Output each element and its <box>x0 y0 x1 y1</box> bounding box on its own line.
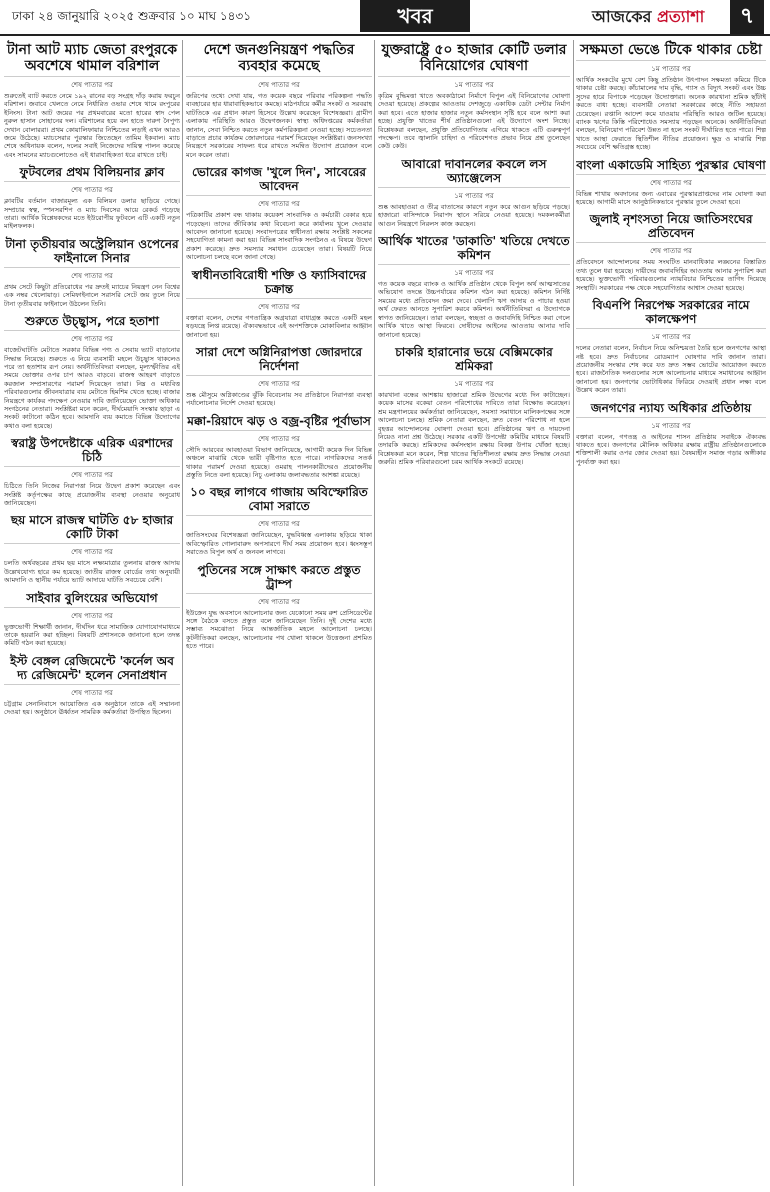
article <box>576 42 766 152</box>
article-headline[interactable]: আর্থিক খাতের 'ডাকাতি' খতিয়ে দেখতে কমিশন <box>378 234 570 265</box>
article <box>4 654 180 717</box>
column-2 <box>186 40 372 1186</box>
article-body: দলের নেতারা বলেন, নির্বাচন নিয়ে অনিশ্চয়তা তৈরি হলে জনগণের আস্থা নষ্ট হবে। দ্রুত নির্বাচনের রোডম্যাপ ঘোষণার দাবি জানান তারা। প্রয়োজনীয় সংস্কার শেষ করে যত দ্রুত সম্ভব ভোটের আয়োজন করতে হবে। রাজনৈতিক দলগুলোর সঙ্গে আলোচনার মাধ্যমে সমাধানের আহ্বান জানানো হয়। জনগণের ভোটাধিকার ফিরিয়ে দেওয়াই প্রধান লক্ষ্য বলে উল্লেখ করেন তারা। <box>576 344 766 395</box>
article-body: জাতিসংঘের বিশেষজ্ঞরা জানিয়েছেন, যুদ্ধবিধ্বস্ত এলাকায় ছড়িয়ে থাকা অবিস্ফোরিত গোলাবারুদ অপসারণে দীর্ঘ সময় প্রয়োজন হবে। ধ্বংসস্তূপ সরাতেও বিপুল অর্থ ও জনবল লাগবে। <box>186 531 372 557</box>
article-body: পত্রিকাটির প্রকাশ বন্ধ থাকায় কয়েকশ সাংবাদিক ও কর্মচারী বেকার হয়ে পড়েছেন। তাদের জীবিকার কথা বিবেচনা করে কার্যালয় খুলে দেওয়ার আবেদন জানানো হয়েছে। সংবাদপত্রের স্বাধীনতা রক্ষায় সংশ্লিষ্ট সকলের সহযোগিতা কামনা করা হয়। বিভিন্ন সাংবাদিক সংগঠনও এ বিষয়ে উদ্বেগ প্রকাশ করেছে। দ্রুত সমস্যার সমাধান চেয়েছেন তারা। বিষয়টি নিয়ে আলোচনা চলছে বলে জানা গেছে। <box>186 211 372 262</box>
article-body: আর্থিক সংকটের মুখে বেশ কিছু প্রতিষ্ঠান উৎপাদন সক্ষমতা কমিয়ে টিকে থাকার চেষ্টা করছে। কাঁচামালের দাম বৃদ্ধি, গ্যাস ও বিদ্যুৎ সংকট এবং উচ্চ সুদের হারে বিপাকে পড়েছেন উদ্যোক্তারা। অনেক কারখানা শ্রমিক ছাঁটাই করতে বাধ্য হচ্ছে। ব্যবসায়ী নেতারা সরকারের কাছে নীতি সহায়তা চেয়েছেন। রপ্তানি আদেশ কমে যাওয়ায় পরিস্থিতি আরও জটিল হয়েছে। ব্যাংক ঋণের কিস্তি পরিশোধেও সমস্যায় পড়ছেন অনেকে। অর্থনীতিবিদরা বলছেন, বিনিয়োগ পরিবেশ উন্নত না হলে সংকট দীর্ঘায়িত হতে পারে। শিল্প খাতে আস্থা ফেরাতে স্থিতিশীল নীতির প্রয়োজন। ক্ষুদ্র ও মাঝারি শিল্প সবচেয়ে বেশি ক্ষতিগ্রস্ত হচ্ছে। <box>576 76 766 152</box>
article <box>4 314 180 430</box>
section-title: খবর <box>360 0 470 32</box>
article <box>4 436 180 507</box>
column-divider <box>573 40 574 1186</box>
continuation-note: শেষ পাতার পর <box>650 247 692 256</box>
article <box>576 212 766 292</box>
article-body: বিভিন্ন শাখায় অবদানের জন্য এবারের পুরস্কারপ্রাপ্তদের নাম ঘোষণা করা হয়েছে। আগামী মাসে আনুষ্ঠানিকভাবে পুরস্কার তুলে দেওয়া হবে। <box>576 189 766 207</box>
article <box>378 157 570 228</box>
article-headline[interactable]: ছয় মাসে রাজস্ব ঘাটতি ৫৮ হাজার কোটি টাকা <box>4 513 180 544</box>
article-body: গত কয়েক বছরে ব্যাংক ও আর্থিক প্রতিষ্ঠান থেকে বিপুল অর্থ আত্মসাতের অভিযোগ তদন্তে উচ্চপর্যায়ের কমিশন গঠন করা হয়েছে। কমিশন নির্দিষ্ট সময়ের মধ্যে প্রতিবেদন জমা দেবে। খেলাপি ঋণ আদায় ও পাচার হওয়া অর্থ ফেরত আনতে সুপারিশ করবে কমিশন। অর্থনীতিবিদরা এ উদ্যোগকে স্বাগত জানিয়েছেন। তারা বলছেন, স্বচ্ছতা ও জবাবদিহি নিশ্চিত করা গেলে আর্থিক খাতে আস্থা ফিরবে। দোষীদের আইনের আওতায় আনার দাবি জানানো হয়েছে। <box>378 280 570 339</box>
article-body: বাজেটঘাটতি মেটাতে সরকার বিভিন্ন পণ্য ও সেবায় ভ্যাট বাড়ানোর সিদ্ধান্ত নিয়েছে। শুরুতে এ নিয়ে ব্যবসায়ী মহলে উচ্ছ্বাস থাকলেও পরে তা হতাশায় রূপ নেয়। অর্থনীতিবিদরা বলছেন, মূল্যস্ফীতির এই সময়ে ভোক্তার ওপর চাপ আরও বাড়বে। রাজস্ব আহরণ বাড়াতে করজাল সম্প্রসারণের পরামর্শ দিয়েছেন তারা। নিম্ন ও মধ্যবিত্ত পরিবারগুলোর জীবনযাত্রার ব্যয় মেটাতে হিমশিম খেতে হচ্ছে। বাজার নিয়ন্ত্রণে কার্যকর পদক্ষেপ নেওয়ার দাবি জানিয়েছেন ভোক্তা অধিকার সংগঠনের নেতারা। সংশ্লিষ্টরা মনে করেন, দীর্ঘমেয়াদি সংস্কার ছাড়া এ সংকট কাটানো কঠিন হবে। আমদানি ব্যয় কমাতে বিভিন্ন উদ্যোগের কথাও বলা হয়েছে। <box>4 346 180 430</box>
article-body: চিঠিতে তিনি নিজের নিরাপত্তা নিয়ে উদ্বেগ প্রকাশ করেছেন এবং সংশ্লিষ্ট কর্তৃপক্ষের কাছে প্রয়োজনীয় ব্যবস্থা নেওয়ার অনুরোধ জানিয়েছেন। <box>4 482 180 507</box>
article <box>576 158 766 207</box>
continuation-note: ১ম পাতার পর <box>651 65 691 73</box>
article-headline[interactable]: জুলাই নৃশংসতা নিয়ে জাতিসংঘের প্রতিবেদন <box>576 212 766 243</box>
article <box>576 401 766 467</box>
column-4 <box>576 40 766 1186</box>
article <box>576 298 766 394</box>
continuation-note: ১ম পাতার পর <box>651 421 691 430</box>
article-headline[interactable]: ১০ বছর লাগবে গাজায় অবিস্ফোরিত বোমা সরাতে <box>186 485 372 516</box>
article-body: ক্লাবটির বর্তমান বাজারমূল্য এক বিলিয়ন ডলার ছাড়িয়ে গেছে। সম্প্রচার স্বত্ব, স্পনসরশিপ ও ম্যাচ দিবসের আয়ে রেকর্ড গড়েছে তারা। আর্থিক বিশ্লেষকদের মতে ইউরোপীয় ফুটবলে এটি একটি নতুন মাইলফলক। <box>4 197 180 231</box>
article-headline[interactable]: যুক্তরাষ্ট্রে ৫০ হাজার কোটি ডলার বিনিয়োগের ঘোষণা <box>378 42 570 77</box>
continuation-note: ১ম পাতার পর <box>454 191 494 200</box>
article <box>186 563 372 651</box>
newspaper-logo <box>592 4 704 31</box>
article-body: কারখানা বন্ধের আশঙ্কায় হাজারো শ্রমিক উদ্বেগের মধ্যে দিন কাটাচ্ছেন। কয়েক মাসের বকেয়া বেতন পরিশোধের দাবিতে তারা বিক্ষোভ করেছেন। শ্রম মন্ত্রণালয়ের কর্মকর্তারা জানিয়েছেন, সমস্যা সমাধানে মালিকপক্ষের সঙ্গে আলোচনা চলছে। শ্রমিক নেতারা বলছেন, দ্রুত বেতন পরিশোধ না হলে বৃহত্তর আন্দোলনের ঘোষণা দেওয়া হবে। প্রতিষ্ঠানের ঋণ ও দায়দেনা নিয়েও নানা প্রশ্ন উঠেছে। সরকার একটি উপদেষ্টা কমিটির মাধ্যমে বিষয়টি তদারকি করছে। শ্রমিকদের কর্মসংস্থান রক্ষায় বিকল্প উপায় খোঁজা হচ্ছে। বিশ্লেষকরা মনে করেন, শিল্প খাতের স্থিতিশীলতা রক্ষায় দ্রুত সিদ্ধান্ত নেওয়া জরুরি। শ্রমিক পরিবারগুলো চরম আর্থিক সংকটে রয়েছে। <box>378 390 570 467</box>
continuation-note: শেষ পাতার পর <box>258 379 300 388</box>
continuation-note: শেষ পাতার পর <box>258 200 300 209</box>
column-divider <box>182 40 183 1186</box>
article <box>378 234 570 339</box>
continuation-note: শেষ পাতার পর <box>71 271 113 280</box>
article-headline[interactable]: আবারো দাবানলের কবলে লস অ্যাঞ্জেলেস <box>378 157 570 188</box>
article <box>186 42 372 159</box>
article <box>186 485 372 556</box>
article-headline[interactable]: ফুটবলের প্রথম বিলিয়নার ক্লাব <box>4 165 180 182</box>
brand-prefix: আজকের <box>592 7 657 26</box>
article-headline[interactable]: জনগণের ন্যায্য অধিকার প্রতিষ্ঠায় <box>576 401 766 418</box>
column-1 <box>4 40 180 1186</box>
continuation-note: ১ম পাতার পর <box>454 81 494 89</box>
continuation-note: শেষ পাতার পর <box>258 81 300 89</box>
article <box>4 42 180 159</box>
article <box>186 268 372 339</box>
article-headline[interactable]: বাংলা একাডেমি সাহিত্য পুরস্কার ঘোষণা <box>576 158 766 175</box>
article-headline[interactable]: ভোরের কাগজ 'খুলে দিন', সাবেরের আবেদন <box>186 165 372 196</box>
article-headline[interactable]: টানা তৃতীয়বার অস্ট্রেলিয়ান ওপেনের ফাইনালে সিনার <box>4 237 180 268</box>
article <box>186 165 372 261</box>
article-body: কৃত্রিম বুদ্ধিমত্তা খাতে অবকাঠামো নির্মাণে বিপুল এই বিনিয়োগের ঘোষণা দেওয়া হয়েছে। প্রকল্পের আওতায় দেশজুড়ে একাধিক ডেটা সেন্টার নির্মাণ করা হবে। এতে হাজার হাজার নতুন কর্মসংস্থান সৃষ্টি হবে বলে আশা করা হচ্ছে। প্রযুক্তি খাতের শীর্ষ প্রতিষ্ঠানগুলো এই উদ্যোগে অংশ নিচ্ছে। বিশ্লেষকরা বলছেন, প্রযুক্তি প্রতিযোগিতায় এগিয়ে থাকতে এটি গুরুত্বপূর্ণ পদক্ষেপ। তবে জ্বালানি চাহিদা ও পরিবেশগত প্রভাব নিয়ে প্রশ্ন তুলেছেন কেউ কেউ। <box>378 92 570 151</box>
brand-accent: প্রত্যাশা <box>656 7 705 26</box>
continuation-note: শেষ পাতার পর <box>650 178 692 187</box>
article <box>186 345 372 408</box>
article <box>378 42 570 151</box>
continuation-note: ১ম পাতার পর <box>454 269 494 278</box>
article-body: ভুক্তভোগী শিক্ষার্থী জানান, দীর্ঘদিন ধরে সামাজিক যোগাযোগমাধ্যমে তাকে হয়রানি করা হচ্ছিল। বিষয়টি প্রশাসনকে জানানো হলে তদন্ত কমিটি গঠন করা হয়েছে। <box>4 622 180 648</box>
article-body: শুষ্ক আবহাওয়া ও তীব্র বাতাসের কারণে নতুন করে আগুন ছড়িয়ে পড়ছে। হাজারো বাসিন্দাকে নিরাপদ স্থানে সরিয়ে নেওয়া হয়েছে। দমকলকর্মীরা আগুন নিয়ন্ত্রণে নিরলস কাজ করছেন। <box>378 202 570 228</box>
article-body: প্রতিবেদনে আন্দোলনের সময় সংঘটিত মানবাধিকার লঙ্ঘনের বিস্তারিত তথ্য তুলে ধরা হয়েছে। দায়ীদের জবাবদিহির আওতায় আনার সুপারিশ করা হয়েছে। ভুক্তভোগী পরিবারগুলোর ন্যায়বিচার নিশ্চিতের তাগিদ দিয়েছে সংস্থাটি। সরকারের পক্ষ থেকে সহযোগিতার আশ্বাস দেওয়া হয়েছে। <box>576 258 766 292</box>
article-headline[interactable]: ইস্ট বেঙ্গল রেজিমেন্টে 'কর্নেল অব দ্য রেজিমেন্ট' হলেন সেনাপ্রধান <box>4 654 180 685</box>
continuation-note: শেষ পাতার পর <box>71 548 113 557</box>
article-body: শুষ্ক মৌসুমে অগ্নিকাণ্ডের ঝুঁকি বিবেচনায় সব প্রতিষ্ঠানে নিরাপত্তা ব্যবস্থা পর্যালোচনার নির্দেশ দেওয়া হয়েছে। <box>186 390 372 408</box>
continuation-note: ১ম পাতার পর <box>454 379 494 388</box>
article-headline[interactable]: সারা দেশে অগ্নিনিরাপত্তা জোরদারে নির্দেশনা <box>186 345 372 376</box>
continuation-note: ১ম পাতার পর <box>651 333 691 342</box>
article <box>4 165 180 231</box>
issue-date: ঢাকা ২৪ জানুয়ারি ২০২৫ শুক্রবার ১০ মাঘ ১৪৩১ <box>12 9 252 23</box>
article-headline[interactable]: স্বাধীনতাবিরোধী শক্তি ও ফ্যাসিবাদের চক্রান্ত <box>186 268 372 299</box>
page-number: ৭ <box>730 0 764 34</box>
continuation-note: শেষ পাতার পর <box>71 471 113 480</box>
continuation-note: শেষ পাতার পর <box>258 434 300 443</box>
continuation-note: শেষ পাতার পর <box>71 688 113 697</box>
article-headline[interactable]: দেশে জনগুনিয়ন্ত্রণ পদ্ধতির ব্যবহার কমেছে <box>186 42 372 77</box>
continuation-note: শেষ পাতার পর <box>258 520 300 529</box>
article-headline[interactable]: স্বরাষ্ট্র উপদেষ্টাকে এরিক এরশাদের চিঠি <box>4 436 180 467</box>
article-headline[interactable]: সক্ষমতা ভেঙে টিকে থাকার চেষ্টা <box>576 42 766 61</box>
masthead <box>0 0 770 36</box>
article-body: প্রথম সেটে কিছুটা প্রতিরোধের পর দ্রুতই ম্যাচের নিয়ন্ত্রণ নেন বিশ্বের এক নম্বর খেলোয়াড়। সেমিফাইনালে সরাসরি সেটে জয় তুলে নিয়ে টানা তৃতীয়বার ফাইনালে উঠলেন তিনি। <box>4 282 180 308</box>
article-body: বক্তারা বলেন, দেশের গণতান্ত্রিক অগ্রযাত্রা বাধাগ্রস্ত করতে একটি মহল ষড়যন্ত্রে লিপ্ত রয়েছে। ঐক্যবদ্ধভাবে এই অপশক্তিকে মোকাবিলার আহ্বান জানানো হয়। <box>186 313 372 339</box>
article-body: বক্তারা বলেন, গণতন্ত্র ও আইনের শাসন প্রতিষ্ঠায় সবাইকে ঐক্যবদ্ধ থাকতে হবে। জনগণের মৌলিক অধিকার রক্ষায় রাষ্ট্রীয় প্রতিষ্ঠানগুলোকে শক্তিশালী করার ওপর জোর দেওয়া হয়। বৈষম্যহীন সমাজ গড়ার অঙ্গীকার পুনর্ব্যক্ত করা হয়। <box>576 432 766 466</box>
article <box>4 513 180 584</box>
article-body: জরিপের তথ্যে দেখা যায়, গত কয়েক বছরে পরিবার পরিকল্পনা পদ্ধতি ব্যবহারের হার ধারাবাহিকভাবে কমছে। মাঠপর্যায়ে কর্মীর সংকট ও সরবরাহ ঘাটতিকে এর প্রধান কারণ হিসেবে উল্লেখ করেছেন বিশেষজ্ঞরা। গ্রামীণ এলাকায় পরিস্থিতি আরও উদ্বেগজনক। স্বাস্থ্য অধিদপ্তরের কর্মকর্তারা জানান, সেবা নিশ্চিত করতে নতুন কর্মপরিকল্পনা নেওয়া হচ্ছে। সচেতনতা বাড়াতে প্রচার কার্যক্রম জোরদারের পরামর্শ দিয়েছেন সংশ্লিষ্টরা। জনসংখ্যা নিয়ন্ত্রণে সরকারের সাফল্য ধরে রাখতে সমন্বিত উদ্যোগ প্রয়োজন বলে মনে করেন তারা। <box>186 92 372 159</box>
article <box>4 237 180 308</box>
article-headline[interactable]: সাইবার বুলিংয়ের অভিযোগ <box>4 591 180 608</box>
continuation-note: শেষ পাতার পর <box>258 597 300 606</box>
column-divider <box>374 40 375 1186</box>
article-body: চট্টগ্রাম সেনানিবাসে আয়োজিত এক অনুষ্ঠানে তাকে এই সম্মাননা দেওয়া হয়। অনুষ্ঠানে ঊর্ধ্বতন সামরিক কর্মকর্তারা উপস্থিত ছিলেন। <box>4 699 180 717</box>
article-body: সৌদি আরবের আবহাওয়া বিভাগ জানিয়েছে, আগামী কয়েক দিন বিভিন্ন অঞ্চলে মাঝারি থেকে ভারী বৃষ্টিপাত হতে পারে। নাগরিকদের সতর্ক থাকার পরামর্শ দেওয়া হয়েছে। ওমরাহ পালনকারীদেরও প্রয়োজনীয় প্রস্তুতি নিতে বলা হয়েছে। নিচু এলাকায় জলাবদ্ধতার আশঙ্কা রয়েছে। <box>186 445 372 479</box>
article-headline[interactable]: বিএনপি নিরপেক্ষ সরকারের নামে কালক্ষেপণ <box>576 298 766 329</box>
continuation-note: শেষ পাতার পর <box>71 335 113 344</box>
continuation-note: শেষ পাতার পর <box>71 611 113 620</box>
article-headline[interactable]: পুতিনের সঙ্গে সাক্ষাৎ করতে প্রস্তুত ট্রাম্প <box>186 563 372 594</box>
article-headline[interactable]: শুরুতে উচ্ছ্বাস, পরে হতাশা <box>4 314 180 331</box>
column-3 <box>378 40 570 1186</box>
continuation-note: শেষ পাতার পর <box>71 186 113 195</box>
article <box>378 345 570 467</box>
continuation-note: শেষ পাতার পর <box>71 81 113 89</box>
article-body: চলতি অর্থবছরের প্রথম ছয় মাসে লক্ষ্যমাত্রার তুলনায় রাজস্ব আদায় উল্লেখযোগ্য হারে কম হয়েছে। জাতীয় রাজস্ব বোর্ডের তথ্য অনুযায়ী আমদানি ও স্থানীয় পর্যায়ে ভ্যাট আদায়ে ঘাটতি সবচেয়ে বেশি। <box>4 559 180 585</box>
article-body: শুরুতেই ব্যাট করতে নেমে ১৯২ রানের বড় সংগ্রহ দাঁড় করায় ফরচুন বরিশাল। জবাবে খেলতে নেমে নির্ধারিত ওভার শেষে থামে রংপুরের ইনিংস। টানা আট জয়ের পর প্রথমবারের মতো হারের স্বাদ পেল নুরুল হাসান সোহানের দল। বরিশালের হয়ে বল হাতে দারুণ নৈপুণ্য দেখান বোলাররা। প্রথম কোয়ালিফায়ার নিশ্চিতের লড়াই এখন আরও জমে উঠেছে। ম্যাচসেরার পুরস্কার জিতেছেন তামিম ইকবাল। ম্যাচ শেষে অধিনায়ক বলেন, দলের সবাই নিজেদের দায়িত্ব পালন করেছে এবং সামনের ম্যাচগুলোতেও এই ধারাবাহিকতা ধরে রাখতে চাই। <box>4 92 180 159</box>
article-body: ইউক্রেন যুদ্ধ অবসানে আলোচনার জন্য যেকোনো সময় রুশ প্রেসিডেন্টের সঙ্গে বৈঠকে বসতে প্রস্তুত বলে জানিয়েছেন তিনি। দুই দেশের মধ্যে সম্ভাব্য সমঝোতা নিয়ে আন্তর্জাতিক মহলে আলোচনা চলছে। কূটনীতিকরা বলছেন, আলোচনার পথ খোলা থাকলে উত্তেজনা প্রশমিত হতে পারে। <box>186 608 372 651</box>
article <box>186 414 372 480</box>
article-headline[interactable]: চাকরি হারানোর ভয়ে বেক্সিমকোর শ্রমিকরা <box>378 345 570 376</box>
continuation-note: শেষ পাতার পর <box>258 302 300 311</box>
article <box>4 591 180 648</box>
article-headline[interactable]: টানা আট ম্যাচ জেতা রংপুরকে অবশেষে থামাল বরিশাল <box>4 42 180 77</box>
article-headline[interactable]: মক্কা-রিয়াদে ঝড় ও বজ্র-বৃষ্টির পূর্বাভাস <box>186 414 372 431</box>
